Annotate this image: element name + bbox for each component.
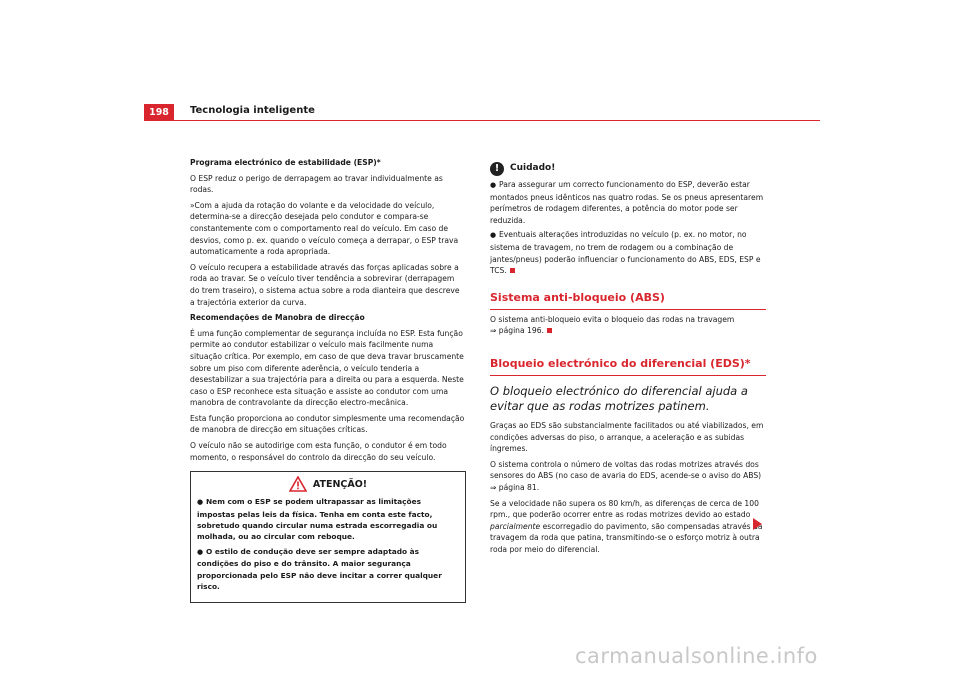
warning-title-text: ATENÇÃO! xyxy=(312,478,368,490)
steering-paragraph-1: É uma função complementar de segurança incluída no ESP. Esta função permite ao condutor estabilizar o veículo mais facilmente numa situação crítica. Por exemplo, em caso de que deva travar bruscamente sobre um piso com diferente aderência, o veículo tenderia a desestabilizar a sua trajectória para a direita ou para a esquerda. Neste caso o ESP reconhece esta situação e assiste ao condutor com uma manobra de contravolante da direcção electro-mecânica. xyxy=(190,328,464,408)
running-title: Tecnologia inteligente xyxy=(190,105,315,116)
caution-title-text: Cuidado! xyxy=(510,163,556,174)
abs-page-link[interactable]: ⇒ página 196. xyxy=(490,326,544,336)
eds-paragraph-1: Graças ao EDS são substancialmente facilitados ou até viabilizados, em condições adversas do piso, o arranque, a aceleração e as subidas íngremes. xyxy=(490,420,764,454)
abs-paragraph xyxy=(490,314,766,337)
caution-bullet-1 xyxy=(490,179,766,226)
caution-bullet-2 xyxy=(490,229,766,276)
warning-title xyxy=(197,476,459,492)
caution-bullet-text: Para assegurar um correcto funcionamento do ESP, deverão estar montados pneus idênticos nas quatro rodas. Se os pneus apresentarem perímetros de rodagem diferentes, a potência do motor pode ser reduzida. xyxy=(490,180,764,225)
warning-box xyxy=(190,471,466,602)
esp-paragraph-3: O veículo recupera a estabilidade através das forças aplicadas sobre a roda ao travar. Se o veículo tiver tendência a sobrevirar (derrapagem do trem traseiro), o sistema actua sobre a roda dianteira que descreve a trajectória exterior da curva. xyxy=(190,262,460,307)
next-page-arrow-icon[interactable] xyxy=(753,518,762,530)
end-marker-icon xyxy=(547,328,552,333)
abs-section-title: Sistema anti-bloqueio (ABS) xyxy=(490,291,766,310)
steering-paragraph-3: O veículo não se autodirige com esta função, o condutor é em todo momento, o responsável do controlo da direcção do seu veículo. xyxy=(190,441,447,462)
header-rule xyxy=(144,120,820,121)
esp-paragraph-1: O ESP reduz o perigo de derrapagem ao travar individualmente as rodas. xyxy=(190,173,443,195)
end-marker-icon xyxy=(510,268,515,273)
eds-section-title: Bloqueio electrónico do diferencial (EDS)* xyxy=(490,357,766,376)
caution-exclamation-icon: ! xyxy=(490,162,504,176)
bullet-icon: ● xyxy=(197,498,204,507)
bullet-icon: ● xyxy=(490,181,497,189)
esp-heading: Programa electrónico de estabilidade (ESP)* xyxy=(190,158,381,167)
bullet-icon: ● xyxy=(490,231,497,240)
eds-text: O sistema controla o número de voltas das rodas motrizes através dos sensores do ABS (no caso de avaria do EDS, acende-se o aviso do ABS) xyxy=(490,459,762,481)
warning-triangle-icon xyxy=(289,476,307,492)
caution-bullet-text: Eventuais alterações introduzidas no veículo (p. ex. no motor, no sistema de travagem, no trem de rodagem ou a combinação de jantes/pneus) poderão influenciar o funcionamento do ABS, EDS, ESP e TCS. xyxy=(490,230,761,276)
eds-paragraph-2 xyxy=(490,459,766,494)
warning-bullet-1 xyxy=(197,496,459,543)
watermark: carmanualsonline.info xyxy=(575,644,818,668)
steering-paragraph-2: Esta função proporciona ao condutor simplesmente uma recomendação de manobra de direcção em situações críticas. xyxy=(190,413,465,435)
page-number: 198 xyxy=(144,104,174,121)
warning-bullet-2 xyxy=(197,546,459,593)
abs-text: O sistema anti-bloqueio evita o bloqueio das rodas na travagem xyxy=(490,314,735,324)
eds-paragraph-3 xyxy=(490,498,766,556)
eds-text-italic: parcialmente xyxy=(490,521,541,531)
left-column xyxy=(190,157,466,603)
bullet-icon: ● xyxy=(197,547,204,556)
steering-heading: Recomendações de Manobra de direcção xyxy=(190,313,365,323)
caution-title xyxy=(490,162,766,176)
warning-bullet-text: O estilo de condução deve ser sempre adaptado às condições do piso e do trânsito. A maior segurança proporcionada pelo ESP não deve incitar a correr qualquer risco. xyxy=(197,546,442,592)
esp-paragraph-2: »Com a ajuda da rotação do volante e da velocidade do veículo, determina-se a direcção desejada pelo condutor e compara-se constantemente com o comportamento real do veículo. Em caso de desvios, como p. ex. quando o veículo começa a derrapar, o ESP trava automaticamente a roda apropriada. xyxy=(190,200,459,257)
eds-text-a: Se a velocidade não supera os 80 km/h, as diferenças de cerca de 100 rpm., que poderão ocorrer entre as rodas motrizes devido ao estado xyxy=(490,498,759,520)
warning-bullet-text: Nem com o ESP se podem ultrapassar as limitações impostas pelas leis da física. Tenha em conta este facto, sobretudo quando circular numa estrada escorregadia ou molhada, ou ao circular com reboque. xyxy=(197,497,438,542)
right-column xyxy=(490,162,766,559)
eds-page-link[interactable]: ⇒ página 81. xyxy=(490,482,540,492)
eds-intro: O bloqueio electrónico do diferencial ajuda a evitar que as rodas motrizes patinem. xyxy=(490,383,748,413)
eds-text-b: escorregadio do pavimento, são compensadas através da travagem da roda que patina, transmitindo-se o esforço motriz à outra roda por meio do diferencial. xyxy=(490,521,763,554)
